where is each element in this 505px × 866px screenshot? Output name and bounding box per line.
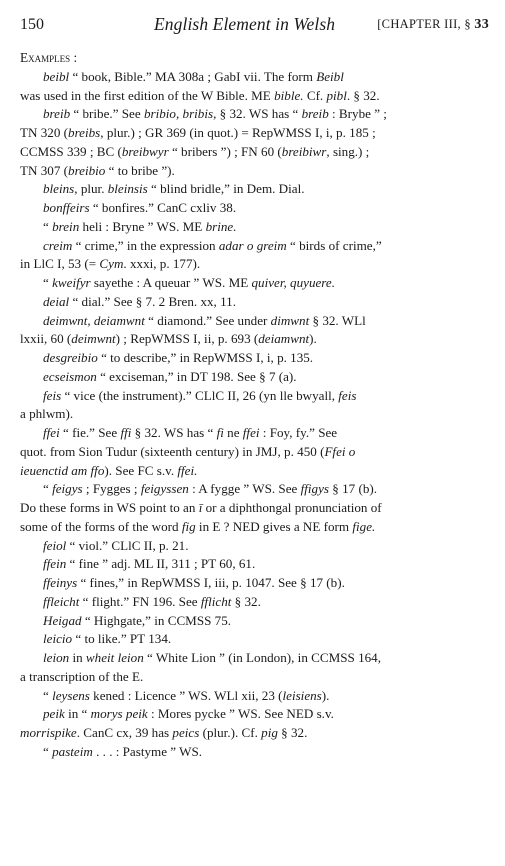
italic-term: Ffei o (324, 443, 356, 459)
text-run: § 32. WS has “ (131, 425, 217, 440)
italic-term: fflicht (200, 593, 232, 609)
italic-term: ecseismon (43, 368, 97, 384)
text-run: quot. from Sion Tudur (sixteenth century) in JMJ, p. 450 ( (20, 443, 325, 459)
italic-term: deial (43, 293, 70, 309)
italic-term: pig (261, 725, 278, 740)
italic-term: fig (181, 518, 196, 534)
text-run: “ crime,” in the expression (72, 237, 219, 253)
text-run: , plur. (74, 181, 108, 197)
text-run: “ (43, 481, 53, 497)
italic-term: breibwyr (121, 143, 169, 159)
text-line (20, 349, 489, 368)
text-run: “ bonfires.” CanC cxliv 38. (89, 200, 237, 215)
text-run: “ bribers ”) ; FN 60 ( (168, 143, 282, 159)
text-run: : A fygge ” WS. See (188, 481, 301, 497)
text-line (20, 480, 489, 499)
text-run: . . . : Pastyme ” WS. (92, 743, 203, 759)
italic-term: breib (301, 106, 329, 122)
text-line (20, 330, 489, 349)
italic-term: breibs (68, 125, 101, 140)
italic-term: deimwnt, deiamwnt (43, 312, 145, 328)
italic-term: fi (216, 425, 224, 440)
body-text (20, 49, 489, 762)
text-line (20, 255, 489, 274)
text-line (20, 180, 489, 199)
text-line (20, 612, 489, 631)
text-run: . xxxi, p. 177). (123, 256, 201, 272)
italic-term: bible. (274, 87, 304, 103)
text-run: “ (43, 743, 53, 759)
text-run: “ dial.” See § 7. 2 Bren. xx, 11. (69, 293, 236, 309)
text-run: : Brybe ” ; (328, 106, 387, 122)
italic-term: Heigad (43, 612, 82, 628)
text-run: in LlC I, 53 (= (20, 256, 100, 272)
text-line (20, 649, 489, 668)
text-line (20, 405, 489, 424)
italic-term: creim (43, 237, 73, 253)
text-line (20, 105, 489, 124)
italic-term: ieuenctid am ffo (20, 462, 105, 478)
text-run: “ White Lion ” (in London), in CCMSS 164, (143, 650, 382, 665)
italic-term: feiol (43, 537, 67, 553)
page-number: 150 (20, 16, 44, 33)
text-run: “ viol.” CLlC II, p. 21. (66, 537, 189, 553)
text-run: “ to bribe ”). (105, 162, 175, 178)
text-line (20, 124, 489, 143)
text-line (20, 87, 489, 106)
text-line (20, 162, 489, 181)
italic-term: bleinsis (107, 181, 148, 197)
italic-term: feigyssen (140, 481, 189, 497)
italic-term: pibl (326, 87, 347, 103)
text-run: “ to describe,” in RepWMSS I, i, p. 135. (97, 350, 314, 365)
text-run: sayethe : A queuar ” WS. ME (90, 275, 252, 290)
running-header (20, 14, 489, 42)
text-run: ) ; RepWMSS I, ii, p. 693 ( (115, 331, 259, 347)
text-run: § 17 (b). (329, 481, 378, 497)
text-run: : Mores pycke ” WS. See NED s.v. (147, 706, 334, 722)
text-line (20, 424, 489, 443)
italic-term: dimwnt (270, 312, 310, 328)
text-run: TN 307 ( (20, 162, 69, 178)
italic-term: morys peik (90, 706, 148, 722)
text-line (20, 537, 489, 556)
text-line (20, 387, 489, 406)
italic-term: beibl (43, 68, 70, 84)
italic-term: morrispike (20, 725, 77, 740)
text-line (20, 630, 489, 649)
text-run: “ fine ” adj. ML II, 311 ; PT 60, 61. (66, 556, 256, 572)
text-run: ). (309, 331, 317, 347)
italic-term: ffei. (177, 462, 198, 478)
italic-term: feis (43, 387, 62, 403)
italic-term: leion (43, 650, 70, 665)
italic-term: breib (43, 106, 71, 122)
text-run: some of the forms of the word (20, 518, 182, 534)
text-run: § 32. (231, 593, 261, 609)
text-line (20, 687, 489, 706)
text-run: was used in the first edition of the W Bible. ME (20, 87, 275, 103)
text-line (20, 555, 489, 574)
text-run: § 32. (277, 725, 308, 740)
text-run: “ (43, 275, 53, 290)
text-run: in “ (64, 706, 91, 722)
text-run: Cf. (303, 87, 327, 103)
text-line (20, 68, 489, 87)
italic-term: breibio (68, 162, 106, 178)
examples-heading: Examples : (20, 50, 78, 65)
italic-term: ffleicht (43, 593, 80, 609)
text-run: a transcription of the E. (20, 668, 144, 684)
text-line (20, 443, 489, 462)
text-run: ). See FC s.v. (104, 462, 178, 478)
text-line (20, 499, 489, 518)
italic-term: deimwnt (71, 331, 116, 347)
text-run: “ blind bridle,” in Dem. Dial. (147, 181, 305, 197)
text-run: “ vice (the instrument).” CLlC II, 26 (yn lle bwyall, (61, 387, 339, 403)
text-line (20, 199, 489, 218)
text-line (20, 518, 489, 537)
italic-term: Beibl (316, 68, 344, 84)
italic-term: Cym (99, 256, 124, 272)
text-run: “ Highgate,” in CCMSS 75. (81, 612, 232, 628)
text-run: . § 32. (346, 87, 380, 103)
text-run: a phlwm). (20, 406, 74, 422)
text-line (20, 293, 489, 312)
text-run: or a diphthongal pronunciation of (202, 500, 382, 515)
text-run: in (69, 650, 86, 665)
text-run: CCMSS 339 ; BC ( (20, 143, 122, 159)
text-run: “ book, Bible.” MA 308a ; GabI vii. The form (69, 68, 317, 84)
italic-term: desgreibio (43, 350, 98, 365)
running-title: English Element in Welsh (154, 14, 336, 34)
text-run: “ to like.” PT 134. (72, 631, 172, 647)
italic-term: peik (43, 706, 65, 722)
text-run: . CanC cx, 39 has (76, 725, 173, 740)
italic-term: pasteim (52, 743, 93, 759)
italic-term: feigys (52, 481, 83, 497)
chapter-reference (377, 17, 489, 33)
italic-term: quiver, quyuere. (251, 275, 336, 290)
text-run: § 32. WLl (309, 312, 366, 328)
text-run: “ fie.” See (59, 425, 121, 440)
text-run: “ flight.” FN 196. See (79, 593, 201, 609)
text-run: : Foy, fy.” See (259, 425, 338, 440)
italic-term: adar o greim (218, 237, 287, 253)
text-line (20, 593, 489, 612)
italic-term: ffi (120, 425, 132, 440)
text-run: “ birds of crime,” (286, 237, 382, 253)
chapter-label: [CHAPTER III, § (377, 17, 471, 31)
italic-term: peics (172, 725, 200, 740)
text-run: in E ? NED gives a NE form (195, 518, 353, 534)
italic-term: kweifyr (52, 275, 91, 290)
text-run: “ (43, 218, 53, 234)
text-run: TN 320 ( (20, 125, 69, 140)
italic-term: bleins (43, 181, 75, 197)
text-run: , § 32. WS has “ (213, 106, 302, 122)
italic-term: brine. (205, 218, 237, 234)
text-run: “ exciseman,” in DT 198. See § 7 (a). (96, 368, 297, 384)
text-run: “ diamond.” See under (144, 312, 271, 328)
italic-term: brein (52, 218, 80, 234)
italic-term: leicio (43, 631, 73, 647)
italic-term: fige. (352, 518, 376, 534)
text-run: lxxii, 60 ( (20, 331, 72, 347)
italic-term: breibiwr (281, 143, 327, 159)
italic-term: ffein (43, 556, 67, 572)
text-line (20, 274, 489, 293)
italic-term: leysens (52, 687, 90, 703)
section-number: 33 (474, 17, 489, 32)
text-line (20, 368, 489, 387)
italic-term: ffigys (300, 481, 329, 497)
text-run: , sing.) ; (326, 143, 370, 159)
text-run: Do these forms in WS point to an (20, 500, 199, 515)
text-line (20, 668, 489, 687)
italic-term: ī (198, 500, 203, 515)
italic-term: bribio, bribis (143, 106, 214, 122)
italic-term: leisiens (282, 687, 322, 703)
italic-term: wheit leion (85, 650, 144, 665)
text-run: ). (321, 687, 330, 703)
italic-term: feis (338, 387, 357, 403)
text-line (20, 724, 489, 743)
text-run: “ bribe.” See (70, 106, 144, 122)
text-line (20, 237, 489, 256)
text-line (20, 743, 489, 762)
italic-term: ffei (242, 425, 260, 440)
text-run: “ fines,” in RepWMSS I, iii, p. 1047. See § 17 (b). (77, 575, 345, 590)
text-run: heli : Bryne ” WS. ME (79, 218, 206, 234)
text-line (20, 574, 489, 593)
italic-term: ffei (43, 425, 60, 440)
italic-term: ffeinys (43, 575, 78, 590)
italic-term: deiamwnt (258, 331, 310, 347)
text-run: ; Fygges ; (82, 481, 141, 497)
text-run: kened : Licence ” WS. WLl xii, 23 ( (89, 687, 283, 703)
text-run: (plur.). Cf. (199, 725, 262, 740)
text-run: ne (223, 425, 243, 440)
text-line (20, 143, 489, 162)
text-line (20, 705, 489, 724)
text-run: , plur.) ; GR 369 (in quot.) = RepWMSS I, i, p. 185 ; (100, 125, 376, 140)
text-run: “ (43, 687, 53, 703)
text-line (20, 218, 489, 237)
italic-term: bonffeirs (43, 200, 90, 215)
text-line (20, 462, 489, 481)
text-line (20, 312, 489, 331)
